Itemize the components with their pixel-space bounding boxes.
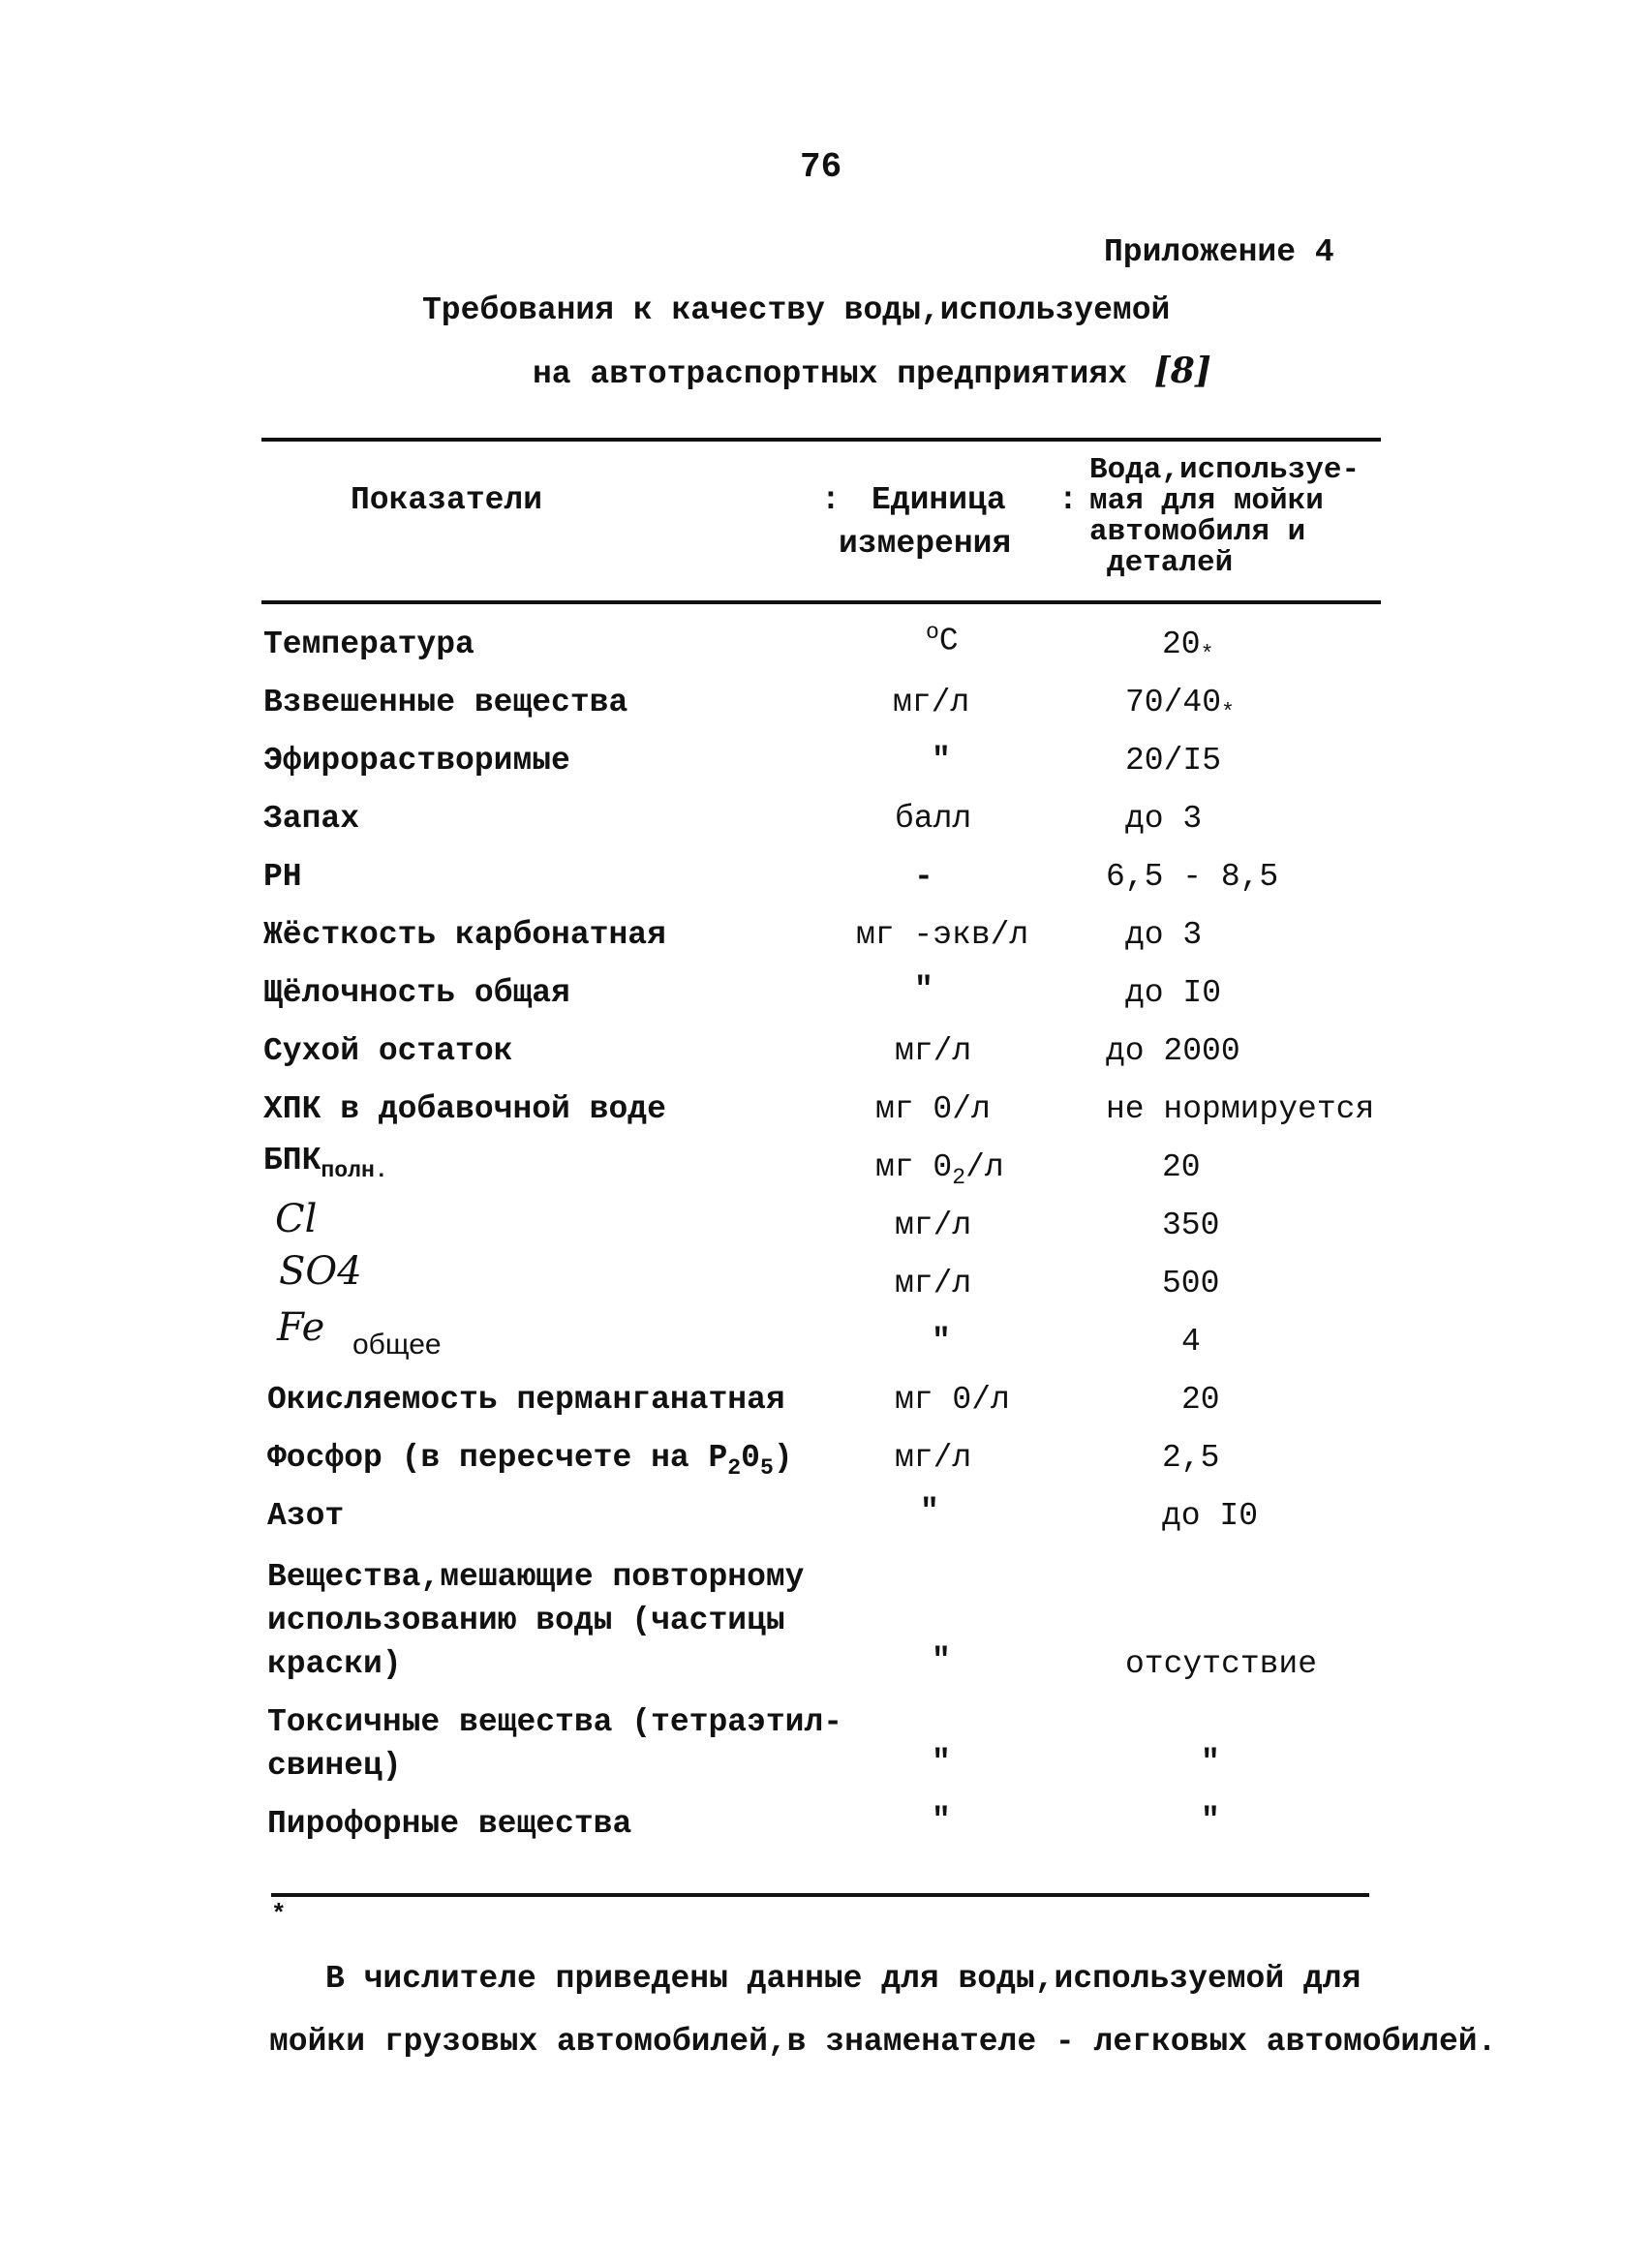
footnote-line-1: В числителе приведены данные для воды,используемой для (325, 1961, 1361, 1997)
row-name: Щёлочность общая (263, 975, 570, 1011)
row-name-handwritten: Fe (277, 1305, 325, 1350)
title-line-1: Требования к качеству воды,используемой (422, 292, 1171, 328)
title-reference: [8] (1153, 351, 1211, 391)
value-text: 20 (1162, 627, 1201, 662)
row-unit: мг/л (895, 1266, 972, 1301)
title-line-2 (533, 351, 1211, 392)
row-value: до I0 (1162, 1498, 1259, 1534)
row-value: 4 (1181, 1324, 1201, 1360)
title-line-2-text: на автотраспортных предприятиях (533, 356, 1127, 392)
table-header-rule (261, 600, 1381, 604)
footnote-mark: * (1221, 700, 1235, 726)
row-unit (875, 1149, 1004, 1190)
row-value: до 2000 (1106, 1033, 1240, 1069)
value-text: 70/40 (1125, 685, 1222, 720)
row-value: до 3 (1125, 917, 1203, 953)
row-name-line-2: использованию воды (частицы (267, 1603, 785, 1638)
unit-celsius: C (938, 623, 959, 659)
footnote-line-2: мойки грузовых автомобилей,в знаменателе - легковых автомобилей. (269, 2024, 1497, 2060)
row-unit (926, 620, 959, 659)
row-unit: мг 0/л (875, 1091, 991, 1127)
row-name: Азот (267, 1498, 345, 1534)
row-name: ХПК в добавочной воде (263, 1091, 666, 1127)
row-value (1125, 685, 1235, 725)
name-c: ) (773, 1440, 793, 1476)
row-name: Пирофорные вещества (267, 1806, 632, 1842)
name-a: Фосфор (в пересчете на P (267, 1440, 728, 1476)
row-unit: мг -экв/л (856, 917, 1029, 953)
row-value: до 3 (1125, 801, 1203, 837)
name-sub-1: 2 (727, 1455, 742, 1482)
row-value: 350 (1162, 1208, 1220, 1243)
header-sep-1: : (821, 482, 841, 518)
row-name-line-2: свинец) (267, 1748, 402, 1784)
row-unit: " (932, 1643, 951, 1679)
row-name: Окисляемость перманганатная (267, 1382, 785, 1418)
row-unit: " (932, 1803, 951, 1839)
row-unit: " (914, 972, 933, 1008)
header-col-unit-l2: измерения (839, 526, 1012, 562)
header-col-value-l3: автомобиля и (1089, 515, 1306, 549)
name-b: 0 (741, 1440, 760, 1476)
row-value: 20 (1162, 1149, 1201, 1185)
row-name: Взвешенные вещества (263, 685, 628, 720)
degree-sign: о (926, 620, 939, 645)
footnote-mark: * (271, 1900, 287, 1929)
header-col-value-l2: мая для мойки (1089, 484, 1324, 518)
row-name-line-1: Вещества,мешающие повторному (267, 1559, 805, 1595)
unit-b: /л (965, 1149, 1004, 1185)
row-value: " (1201, 1745, 1220, 1781)
header-col-indicator: Показатели (351, 482, 543, 518)
row-value: 500 (1162, 1266, 1220, 1301)
unit-a: мг 0 (875, 1149, 953, 1185)
row-name-handwritten: SO4 (279, 1249, 362, 1294)
row-value: 6,5 - 8,5 (1106, 859, 1279, 895)
row-unit: мг/л (895, 1033, 972, 1069)
name-sub-2: 5 (759, 1455, 774, 1482)
row-value: отсутствие (1125, 1646, 1318, 1682)
row-unit: мг/л (895, 1208, 972, 1243)
footnote-mark: * (1200, 642, 1214, 668)
header-col-value-l4: деталей (1107, 546, 1234, 580)
row-unit: мг/л (895, 1440, 972, 1476)
row-unit: мг/л (893, 685, 970, 720)
row-value: " (1201, 1803, 1220, 1839)
row-name: Температура (263, 627, 474, 662)
row-value: 20 (1181, 1382, 1220, 1418)
table-top-rule (261, 438, 1381, 442)
row-unit: - (914, 859, 933, 895)
unit-subscript: 2 (952, 1165, 966, 1191)
header-sep-2: : (1058, 482, 1078, 518)
footnote-rule (271, 1893, 1369, 1897)
header-col-unit-l1: Единица (872, 482, 1006, 518)
row-name (263, 1143, 388, 1183)
name-subscript: полн. (321, 1158, 388, 1184)
header-col-value-l1: Вода,используе- (1089, 453, 1361, 487)
row-name: PH (263, 859, 302, 895)
row-name-suffix: общее (352, 1329, 442, 1361)
row-value: не нормируется (1106, 1091, 1375, 1127)
appendix-label: Приложение 4 (1104, 234, 1334, 270)
row-value: 20/I5 (1125, 743, 1222, 779)
row-name: Эфирорастворимые (263, 743, 570, 779)
row-unit: " (932, 743, 951, 779)
row-name: Сухой остаток (263, 1033, 513, 1069)
row-name-line-1: Токсичные вещества (тетраэтил- (267, 1704, 843, 1740)
row-name-line-3: краски) (267, 1646, 402, 1682)
page-number: 76 (800, 147, 842, 187)
row-unit: " (932, 1745, 951, 1781)
row-value (1162, 627, 1213, 667)
row-name: Запах (263, 801, 360, 837)
row-value: до I0 (1125, 975, 1222, 1011)
row-unit: " (920, 1494, 939, 1530)
row-value: 2,5 (1162, 1440, 1220, 1476)
name-main: БПК (263, 1143, 321, 1178)
row-name (267, 1440, 793, 1481)
row-unit: мг 0/л (895, 1382, 1010, 1418)
row-unit: балл (895, 801, 972, 837)
row-unit: " (932, 1324, 951, 1360)
row-name-handwritten: Cl (275, 1197, 318, 1241)
row-name: Жёсткость карбонатная (263, 917, 666, 953)
